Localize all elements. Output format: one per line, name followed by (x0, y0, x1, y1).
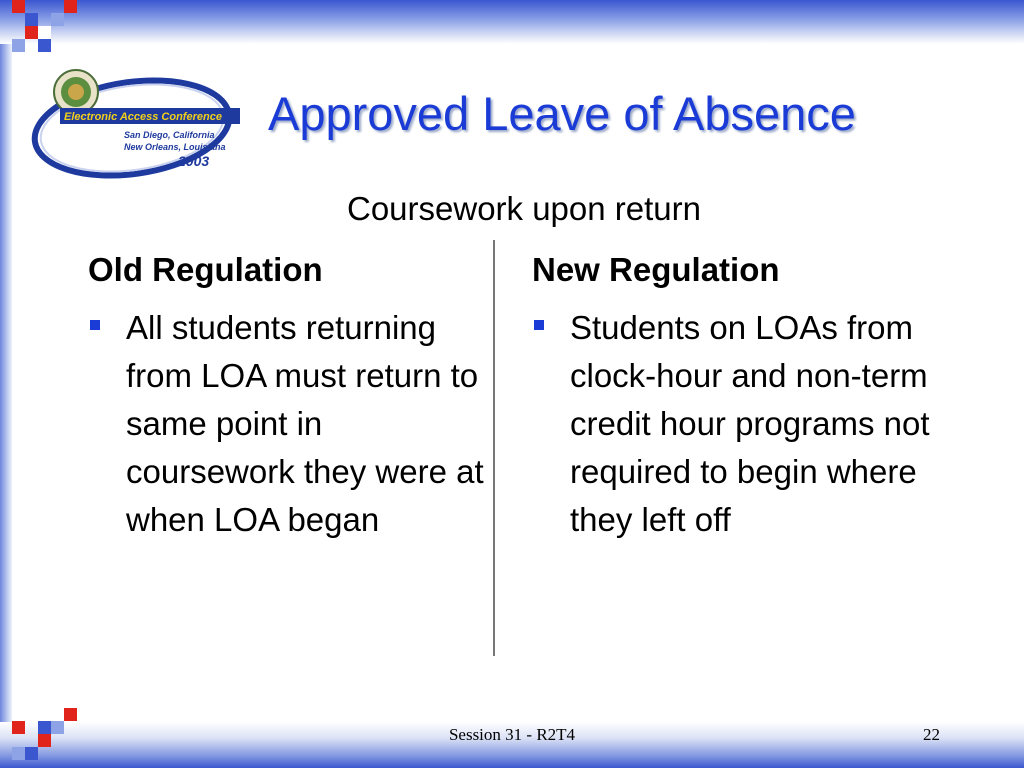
list-item (532, 304, 952, 544)
square-bullet-icon (534, 320, 544, 330)
conference-logo (28, 64, 256, 186)
old-regulation-heading: Old Regulation (88, 251, 323, 288)
new-regulation-text: Students on LOAs from clock-hour and non-term credit hour programs not required to begin where they left off (570, 309, 930, 538)
list-item (88, 304, 488, 544)
top-gradient-bar (0, 0, 1024, 44)
left-gradient-bar (0, 0, 12, 768)
logo-line2: New Orleans, Louisiana (124, 142, 226, 152)
top-checker-decoration (0, 0, 78, 62)
logo-conference-name: Electronic Access Conference (64, 111, 222, 123)
square-bullet-icon (90, 320, 100, 330)
column-divider (493, 240, 495, 656)
old-regulation-column (88, 248, 488, 544)
old-regulation-text: All students returning from LOA must return to same point in coursework they were at when LOA began (126, 309, 484, 538)
slide-title: Approved Leave of Absence (268, 87, 856, 140)
page-number: 22 (923, 725, 940, 744)
logo-year: 2003 (178, 153, 210, 169)
new-regulation-column (532, 248, 952, 544)
slide-subtitle: Coursework upon return (346, 190, 701, 227)
logo-line1: San Diego, California (124, 130, 215, 140)
new-regulation-heading: New Regulation (532, 251, 780, 288)
footer-session: Session 31 - R2T4 (448, 725, 576, 744)
